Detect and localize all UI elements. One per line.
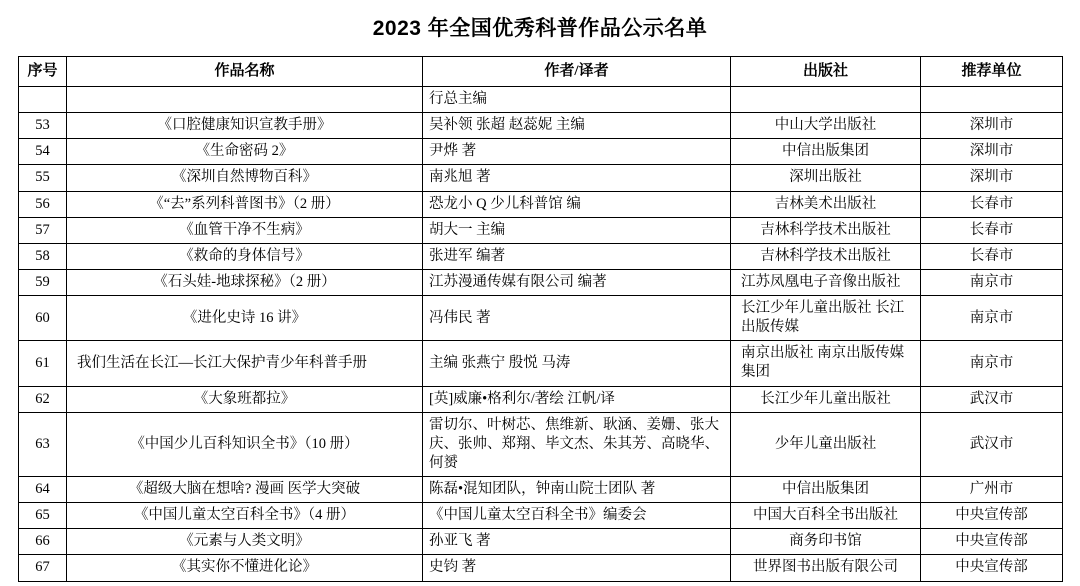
cell-author: 尹烨 著 [423, 139, 731, 165]
column-header-no: 序号 [19, 57, 67, 87]
table-row [19, 529, 1063, 555]
table-row [19, 165, 1063, 191]
cell-unit: 武汉市 [921, 412, 1063, 476]
table-row [19, 243, 1063, 269]
column-header-publisher: 出版社 [731, 57, 921, 87]
table-row [19, 113, 1063, 139]
cell-author: 胡大一 主编 [423, 217, 731, 243]
cell-title: 《大象班都拉》 [67, 386, 423, 412]
cell-publisher: 长江少年儿童出版社 [731, 386, 921, 412]
cell-unit [921, 87, 1063, 113]
cell-publisher: 世界图书出版有限公司 [731, 555, 921, 581]
publication-list-table [18, 56, 1063, 582]
cell-title [67, 87, 423, 113]
cell-publisher: 吉林美术出版社 [731, 191, 921, 217]
cell-publisher: 长江少年儿童出版社 长江出版传媒 [731, 296, 921, 341]
table-row [19, 555, 1063, 581]
table-row [19, 139, 1063, 165]
cell-unit: 中央宣传部 [921, 529, 1063, 555]
cell-author: 吴补领 张超 赵蕊妮 主编 [423, 113, 731, 139]
cell-no: 65 [19, 503, 67, 529]
cell-no: 56 [19, 191, 67, 217]
cell-no: 67 [19, 555, 67, 581]
cell-title: 我们生活在长江—长江大保护青少年科普手册 [67, 341, 423, 386]
cell-title: 《深圳自然博物百科》 [67, 165, 423, 191]
cell-publisher: 中信出版集团 [731, 477, 921, 503]
cell-unit: 长春市 [921, 191, 1063, 217]
cell-publisher: 深圳出版社 [731, 165, 921, 191]
cell-title: 《进化史诗 16 讲》 [67, 296, 423, 341]
cell-unit: 南京市 [921, 269, 1063, 295]
cell-author: 陈磊•混知团队，钟南山院士团队 著 [423, 477, 731, 503]
cell-unit: 广州市 [921, 477, 1063, 503]
cell-author: 张进军 编著 [423, 243, 731, 269]
table-row [19, 191, 1063, 217]
cell-author: 主编 张燕宁 殷悦 马涛 [423, 341, 731, 386]
cell-publisher: 吉林科学技术出版社 [731, 217, 921, 243]
cell-author: [英]威廉•格利尔/著绘 江帆/译 [423, 386, 731, 412]
table-header [19, 57, 1063, 87]
cell-no [19, 87, 67, 113]
cell-unit: 武汉市 [921, 386, 1063, 412]
cell-publisher: 中信出版集团 [731, 139, 921, 165]
cell-title: 《救命的身体信号》 [67, 243, 423, 269]
cell-author: 行总主编 [423, 87, 731, 113]
cell-author: 恐龙小 Q 少儿科普馆 编 [423, 191, 731, 217]
column-header-author: 作者/译者 [423, 57, 731, 87]
cell-author: 《中国儿童太空百科全书》编委会 [423, 503, 731, 529]
cell-unit: 南京市 [921, 296, 1063, 341]
cell-no: 53 [19, 113, 67, 139]
cell-publisher [731, 87, 921, 113]
cell-author: 孙亚飞 著 [423, 529, 731, 555]
table-row [19, 87, 1063, 113]
column-header-unit: 推荐单位 [921, 57, 1063, 87]
cell-unit: 中央宣传部 [921, 503, 1063, 529]
cell-no: 60 [19, 296, 67, 341]
cell-title: 《元素与人类文明》 [67, 529, 423, 555]
cell-unit: 长春市 [921, 217, 1063, 243]
cell-no: 55 [19, 165, 67, 191]
cell-no: 58 [19, 243, 67, 269]
cell-publisher: 商务印书馆 [731, 529, 921, 555]
cell-author: 雷切尔、叶树芯、焦维新、耿涵、姜姗、张大庆、张帅、郑翔、毕文杰、朱其芳、高晓华、何赟 [423, 412, 731, 476]
cell-unit: 深圳市 [921, 113, 1063, 139]
cell-no: 54 [19, 139, 67, 165]
page-title: 2023 年全国优秀科普作品公示名单 [372, 17, 708, 40]
table-row [19, 296, 1063, 341]
cell-title: 《石头娃-地球探秘》（2 册） [67, 269, 423, 295]
cell-unit: 中央宣传部 [921, 555, 1063, 581]
table-container [0, 56, 1080, 582]
cell-unit: 南京市 [921, 341, 1063, 386]
cell-no: 59 [19, 269, 67, 295]
cell-unit: 深圳市 [921, 165, 1063, 191]
cell-no: 64 [19, 477, 67, 503]
cell-author: 史钧 著 [423, 555, 731, 581]
cell-publisher: 少年儿童出版社 [731, 412, 921, 476]
cell-title: 《口腔健康知识宣教手册》 [67, 113, 423, 139]
table-body [19, 87, 1063, 582]
cell-title: 《生命密码 2》 [67, 139, 423, 165]
cell-author: 江苏漫通传媒有限公司 编著 [423, 269, 731, 295]
cell-title: 《“去”系列科普图书》（2 册） [67, 191, 423, 217]
cell-publisher: 南京出版社 南京出版传媒集团 [731, 341, 921, 386]
cell-no: 57 [19, 217, 67, 243]
table-header-row [19, 57, 1063, 87]
table-row [19, 269, 1063, 295]
cell-no: 62 [19, 386, 67, 412]
cell-no: 61 [19, 341, 67, 386]
cell-title: 《其实你不懂进化论》 [67, 555, 423, 581]
cell-title: 《中国儿童太空百科全书》（4 册） [67, 503, 423, 529]
table-row [19, 217, 1063, 243]
cell-unit: 长春市 [921, 243, 1063, 269]
cell-author: 南兆旭 著 [423, 165, 731, 191]
cell-title: 《血管干净不生病》 [67, 217, 423, 243]
cell-no: 63 [19, 412, 67, 476]
cell-no: 66 [19, 529, 67, 555]
table-row [19, 341, 1063, 386]
cell-author: 冯伟民 著 [423, 296, 731, 341]
table-row [19, 412, 1063, 476]
cell-publisher: 江苏凤凰电子音像出版社 [731, 269, 921, 295]
cell-publisher: 吉林科学技术出版社 [731, 243, 921, 269]
cell-title: 《超级大脑在想啥? 漫画 医学大突破 [67, 477, 423, 503]
table-row [19, 503, 1063, 529]
cell-publisher: 中山大学出版社 [731, 113, 921, 139]
table-row [19, 386, 1063, 412]
cell-publisher: 中国大百科全书出版社 [731, 503, 921, 529]
column-header-title: 作品名称 [67, 57, 423, 87]
table-row [19, 477, 1063, 503]
cell-title: 《中国少儿百科知识全书》（10 册） [67, 412, 423, 476]
cell-unit: 深圳市 [921, 139, 1063, 165]
